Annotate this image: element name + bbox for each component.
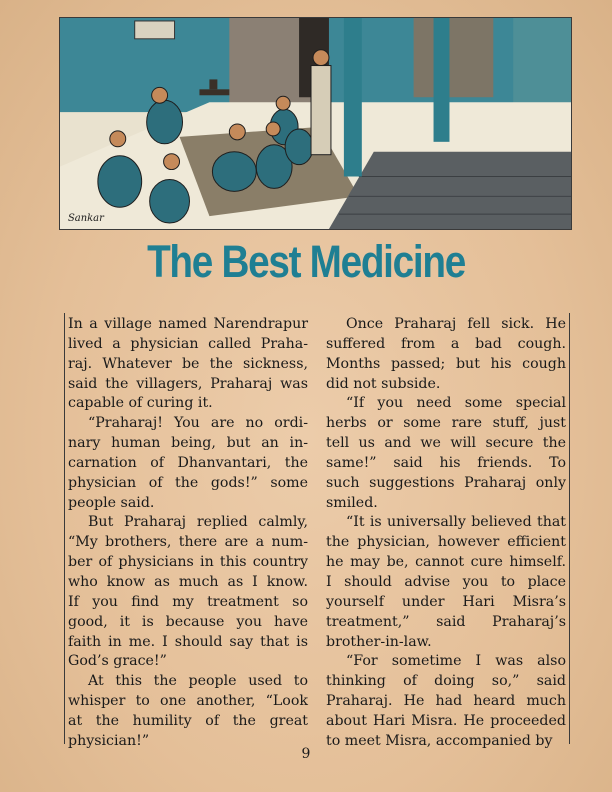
text-line: herbs or some rare stuff, just bbox=[326, 415, 566, 432]
story-title: The Best Medicine bbox=[147, 236, 465, 287]
text-line: “If you need some special bbox=[346, 395, 566, 412]
text-line: brother-in-law. bbox=[326, 633, 432, 650]
text-line: he may be, cannot cure himself. bbox=[326, 554, 566, 571]
text-line: the physician, however efficient bbox=[326, 534, 566, 551]
text-line: “Praharaj! You are no ordi- bbox=[88, 415, 308, 432]
text-line: “My brothers, there are a num- bbox=[68, 534, 308, 551]
text-line: faith in me. I should say that is bbox=[68, 633, 308, 650]
text-line: physician!” bbox=[68, 732, 150, 749]
text-line: did not subside. bbox=[326, 375, 441, 392]
left-column bbox=[68, 315, 308, 752]
illustration-scene bbox=[60, 18, 571, 229]
text-line: If you find my treatment so bbox=[68, 593, 308, 610]
text-line: At this the people used to bbox=[88, 673, 308, 690]
text-line: lived a physician called Praha- bbox=[68, 335, 308, 352]
text-line: tell us and we will secure the bbox=[326, 435, 566, 452]
text-line: smiled. bbox=[326, 494, 378, 511]
text-line: God’s grace!” bbox=[68, 653, 167, 670]
text-line: yourself under Hari Misra’s bbox=[326, 593, 566, 610]
paragraph bbox=[68, 414, 308, 513]
text-line: carnation of Dhanvantari, the bbox=[68, 454, 308, 471]
paragraph bbox=[68, 672, 308, 751]
text-line: to meet Misra, accompanied by bbox=[326, 732, 553, 749]
right-column bbox=[326, 315, 566, 752]
paragraph bbox=[326, 652, 566, 751]
text-line: Praharaj. He had heard much bbox=[326, 693, 566, 710]
text-line: Months passed; but his cough bbox=[326, 355, 566, 372]
text-line: good, it is because you have bbox=[68, 613, 308, 630]
text-line: “It is universally believed that bbox=[346, 514, 566, 531]
text-line: at the humility of the great bbox=[68, 712, 308, 729]
text-line: same!” said his friends. To bbox=[326, 454, 566, 471]
paragraph bbox=[326, 513, 566, 652]
paragraph bbox=[68, 315, 308, 414]
text-line: nary human being, but an in- bbox=[68, 435, 308, 452]
text-line: who know as much as I know. bbox=[68, 573, 308, 590]
paragraph bbox=[326, 394, 566, 513]
text-line: said the villagers, Praharaj was bbox=[68, 375, 308, 392]
illustration-signature: Sankar bbox=[67, 213, 104, 225]
text-line: capable of curing it. bbox=[68, 395, 213, 412]
text-line: thinking of doing so,” said bbox=[326, 673, 566, 690]
text-line: such suggestions Praharaj only bbox=[326, 474, 566, 491]
text-line: about Hari Misra. He proceeded bbox=[326, 712, 566, 729]
text-line: treatment,” said Praharaj’s bbox=[326, 613, 566, 630]
text-line: physician of the gods!” some bbox=[68, 474, 308, 491]
text-line: people said. bbox=[68, 494, 155, 511]
text-line: Once Praharaj fell sick. He bbox=[346, 316, 566, 332]
text-line: raj. Whatever be the sickness, bbox=[68, 355, 308, 372]
text-line: “For sometime I was also bbox=[346, 653, 566, 670]
text-line: suffered from a bad cough. bbox=[326, 335, 566, 352]
paragraph bbox=[68, 513, 308, 672]
story-illustration bbox=[59, 17, 572, 230]
text-line: In a village named Narendrapur bbox=[68, 316, 308, 332]
text-line: whisper to one another, “Look bbox=[68, 693, 308, 710]
page-number: 9 bbox=[301, 746, 311, 762]
paragraph bbox=[326, 315, 566, 394]
text-line: But Praharaj replied calmly, bbox=[88, 514, 308, 531]
text-line: ber of physicians in this country bbox=[68, 554, 308, 571]
story-text bbox=[64, 313, 570, 749]
text-line: I should advise you to place bbox=[326, 573, 566, 590]
